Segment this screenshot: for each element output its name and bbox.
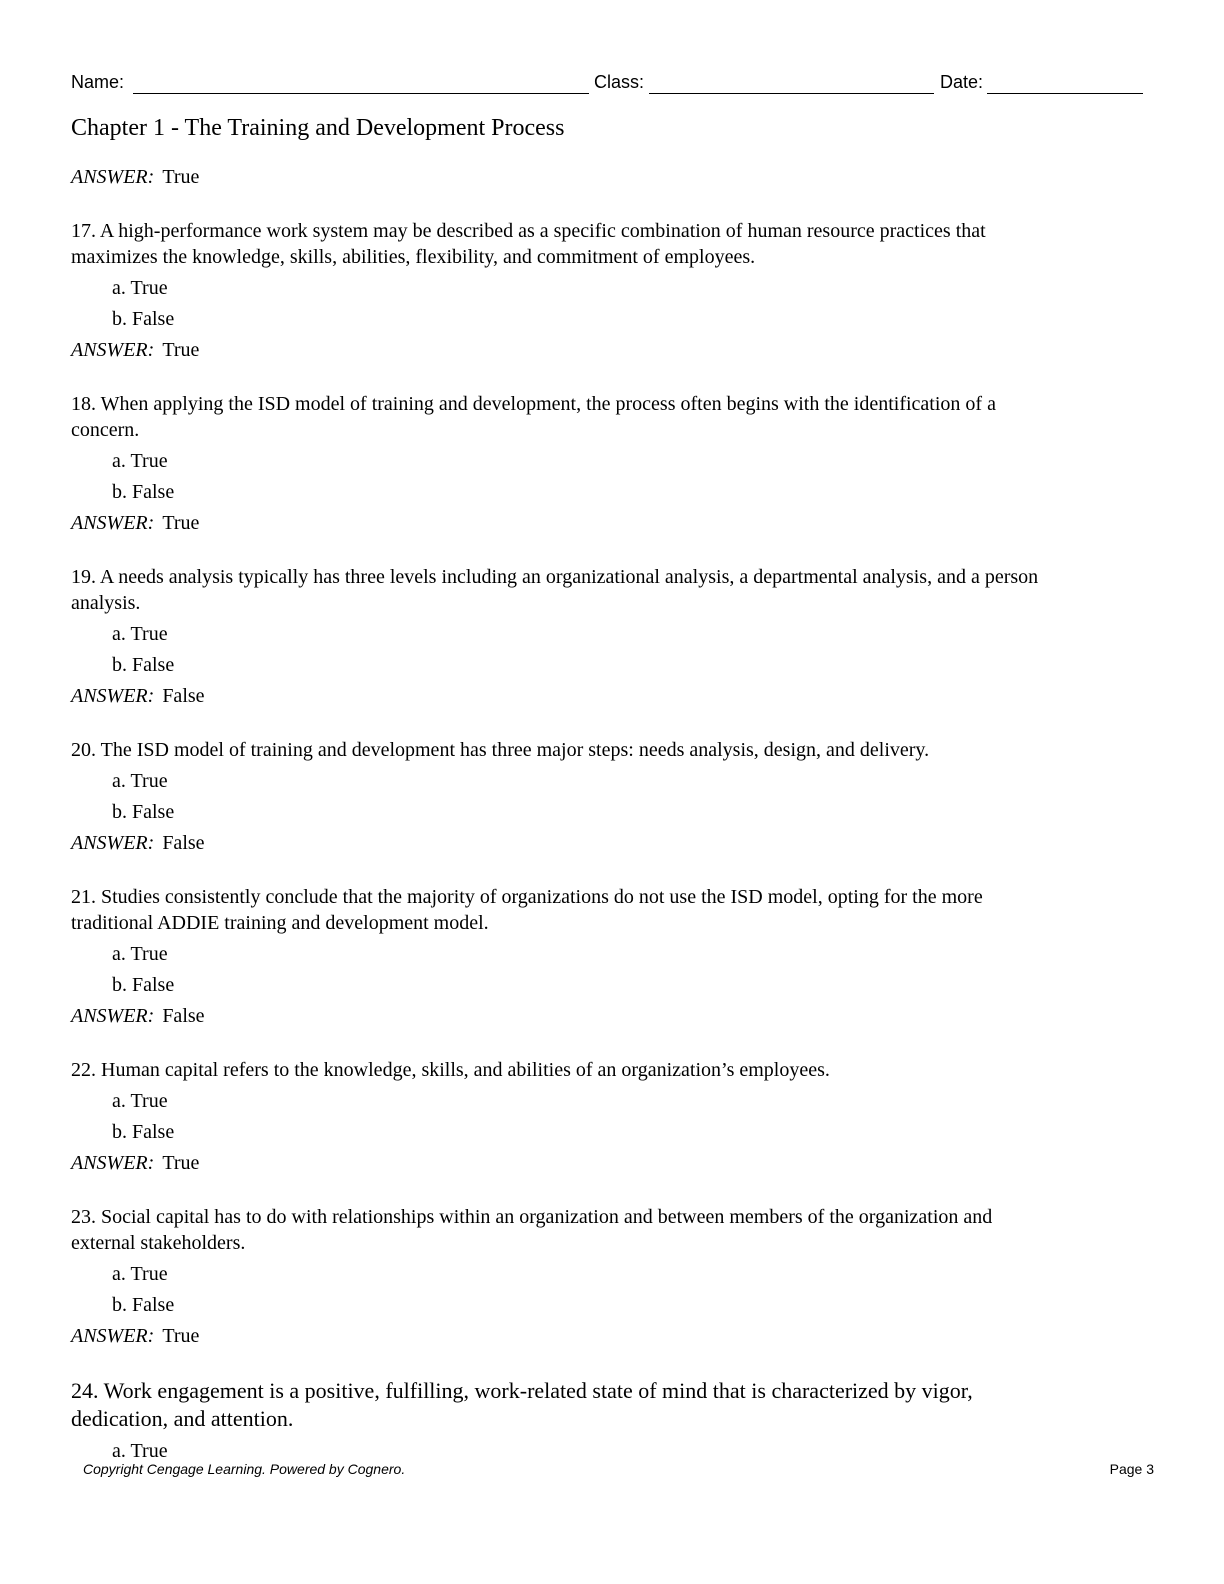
answer-label: ANSWER: [71, 166, 155, 188]
option-a: a. True [112, 277, 168, 299]
question-list [71, 164, 1146, 1464]
answer-label: ANSWER: [71, 512, 155, 534]
question-text: 18. When applying the ISD model of training and development, the process often begins with the identification of a concern. [71, 393, 996, 441]
option-b: b. False [112, 654, 175, 676]
answer-label: ANSWER: [71, 1005, 155, 1027]
page-number: Page 3 [1109, 1461, 1154, 1477]
page-footer [83, 1461, 1154, 1477]
question-24 [71, 1377, 1146, 1464]
answer-label: ANSWER: [71, 1152, 155, 1174]
option-b: b. False [112, 974, 175, 996]
question-17 [71, 218, 1146, 363]
question-19 [71, 564, 1146, 709]
option-a: a. True [112, 770, 168, 792]
option-a: a. True [112, 1440, 168, 1462]
option-b: b. False [112, 1294, 175, 1316]
page-header [71, 70, 1143, 98]
answer-line [71, 1003, 1146, 1029]
answer-value: True [162, 1325, 200, 1347]
question-text: 24. Work engagement is a positive, fulfilling, work-related state of mind that is characterized by vigor, dedication, and attention. [71, 1378, 973, 1431]
date-label: Date: [940, 72, 984, 92]
answer-label: ANSWER: [71, 339, 155, 361]
answer-label: ANSWER: [71, 1325, 155, 1347]
answer-line [71, 1323, 1146, 1349]
answer-value: True [162, 1152, 200, 1174]
copyright-text: Copyright Cengage Learning. Powered by Cognero. [83, 1461, 406, 1477]
answer-value: False [162, 832, 205, 854]
answer-value: False [162, 685, 205, 707]
answer-line [71, 337, 1146, 363]
option-a: a. True [112, 943, 168, 965]
answer-value: True [162, 166, 200, 188]
class-label: Class: [594, 72, 645, 92]
date-field-line [987, 93, 1143, 94]
question-text: 19. A needs analysis typically has three levels including an organizational analysis, a departmental analysis, and a person analysis. [71, 566, 1039, 614]
question-20 [71, 737, 1146, 856]
question-23 [71, 1204, 1146, 1349]
answer-line [71, 830, 1146, 856]
answer-label: ANSWER: [71, 685, 155, 707]
question-18 [71, 391, 1146, 536]
answer-line [71, 510, 1146, 536]
answer-value: True [162, 512, 200, 534]
name-field-line [133, 93, 589, 94]
class-field-line [649, 93, 934, 94]
answer-label: ANSWER: [71, 832, 155, 854]
option-a: a. True [112, 1263, 168, 1285]
answer-line [71, 683, 1146, 709]
option-b: b. False [112, 308, 175, 330]
answer-value: False [162, 1005, 205, 1027]
question-text: 23. Social capital has to do with relationships within an organization and between members of the organization and external stakeholders. [71, 1206, 993, 1254]
option-a: a. True [112, 450, 168, 472]
option-b: b. False [112, 801, 175, 823]
question-text: 20. The ISD model of training and development has three major steps: needs analysis, design, and delivery. [71, 739, 930, 761]
answer-value: True [162, 339, 200, 361]
chapter-title: Chapter 1 - The Training and Development Process [71, 115, 565, 141]
question-text: 22. Human capital refers to the knowledge, skills, and abilities of an organization’s employees. [71, 1059, 830, 1081]
question-22 [71, 1057, 1146, 1176]
answer-line [71, 164, 1146, 190]
question-text: 17. A high-performance work system may be described as a specific combination of human resource practices that maximizes the knowledge, skills, abilities, flexibility, and commitment of employees. [71, 220, 986, 268]
option-a: a. True [112, 623, 168, 645]
answer-line [71, 1150, 1146, 1176]
option-b: b. False [112, 1121, 175, 1143]
question-21 [71, 884, 1146, 1029]
name-label: Name: [71, 72, 125, 92]
question-text: 21. Studies consistently conclude that the majority of organizations do not use the ISD model, opting for the more traditional ADDIE training and development model. [71, 886, 983, 934]
option-b: b. False [112, 481, 175, 503]
option-a: a. True [112, 1090, 168, 1112]
